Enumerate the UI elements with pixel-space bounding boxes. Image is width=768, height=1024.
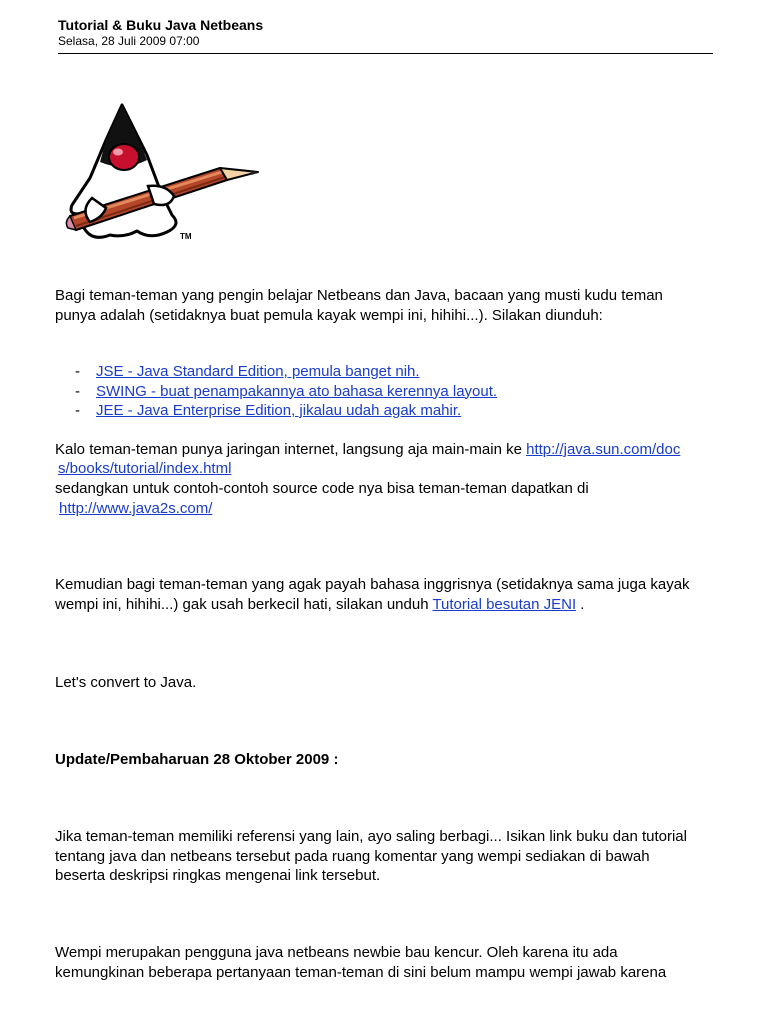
java2s-link[interactable]: http://www.java2s.com/	[59, 500, 213, 517]
share-line-3: beserta deskripsi ringkas mengenai link tersebut.	[55, 867, 381, 884]
newbie-line-1: Wempi merupakan pengguna java netbeans newbie bau kencur. Oleh karena itu ada	[55, 944, 618, 961]
convert-text: Let's convert to Java.	[55, 674, 197, 691]
newbie-line-2: kemungkinan beberapa pertanyaan teman-teman di sini belum mampu wempi jawab karena	[55, 964, 667, 981]
article-title: Tutorial & Buku Java Netbeans	[58, 17, 264, 33]
header-divider	[58, 53, 713, 54]
internet-line-2	[58, 459, 231, 479]
intro-line-2: punya adalah (setidaknya buat pemula kayak wempi ini, hihihi...). Silakan diunduh:	[55, 307, 603, 324]
swing-download-link[interactable]: SWING - buat penampakannya ato bahasa kerennya layout.	[96, 382, 498, 400]
java-sun-tutorial-link-cont[interactable]: s/books/tutorial/index.html	[58, 460, 232, 477]
jeni-line-1: Kemudian bagi teman-teman yang agak payah bahasa inggrisnya (setidaknya sama juga kayak	[55, 576, 690, 593]
jse-download-link[interactable]: JSE - Java Standard Edition, pemula banget nih.	[96, 363, 420, 380]
download-list	[75, 362, 497, 421]
jeni-line-2: wempi ini, hihihi...) gak usah berkecil hati, silakan unduh Tutorial besutan JENI .	[55, 596, 585, 613]
internet-line-1: Kalo teman-teman punya jaringan internet, langsung aja main-main ke http://java.sun.com/doc	[55, 441, 681, 458]
jee-download-link[interactable]: JEE - Java Enterprise Edition, jikalau udah agak mahir.	[96, 402, 462, 419]
java-duke-mascot-icon	[62, 100, 262, 246]
list-item: - JSE - Java Standard Edition, pemula banget nih.	[75, 363, 420, 380]
internet-line-3: sedangkan untuk contoh-contoh source code nya bisa teman-teman dapatkan di	[55, 480, 589, 497]
update-heading: Update/Pembaharuan 28 Oktober 2009 :	[55, 751, 339, 768]
intro-line-1: Bagi teman-teman yang pengin belajar Netbeans dan Java, bacaan yang musti kudu teman	[55, 287, 663, 304]
list-item: - SWING - buat penampakannya ato bahasa kerennya layout.	[75, 382, 498, 400]
internet-line-4	[59, 499, 212, 519]
jeni-tutorial-link[interactable]: Tutorial besutan JENI	[432, 596, 577, 613]
article-date: Selasa, 28 Juli 2009 07:00	[58, 34, 200, 48]
share-line-1: Jika teman-teman memiliki referensi yang lain, ayo saling berbagi... Isikan link buku dan tutorial	[55, 828, 687, 845]
trademark-mark: TM	[180, 232, 192, 241]
share-line-2: tentang java dan netbeans tersebut pada ruang komentar yang wempi sediakan di bawah	[55, 848, 650, 865]
java-sun-tutorial-link[interactable]: http://java.sun.com/doc	[526, 441, 681, 458]
list-item: - JEE - Java Enterprise Edition, jikalau udah agak mahir.	[75, 402, 462, 419]
